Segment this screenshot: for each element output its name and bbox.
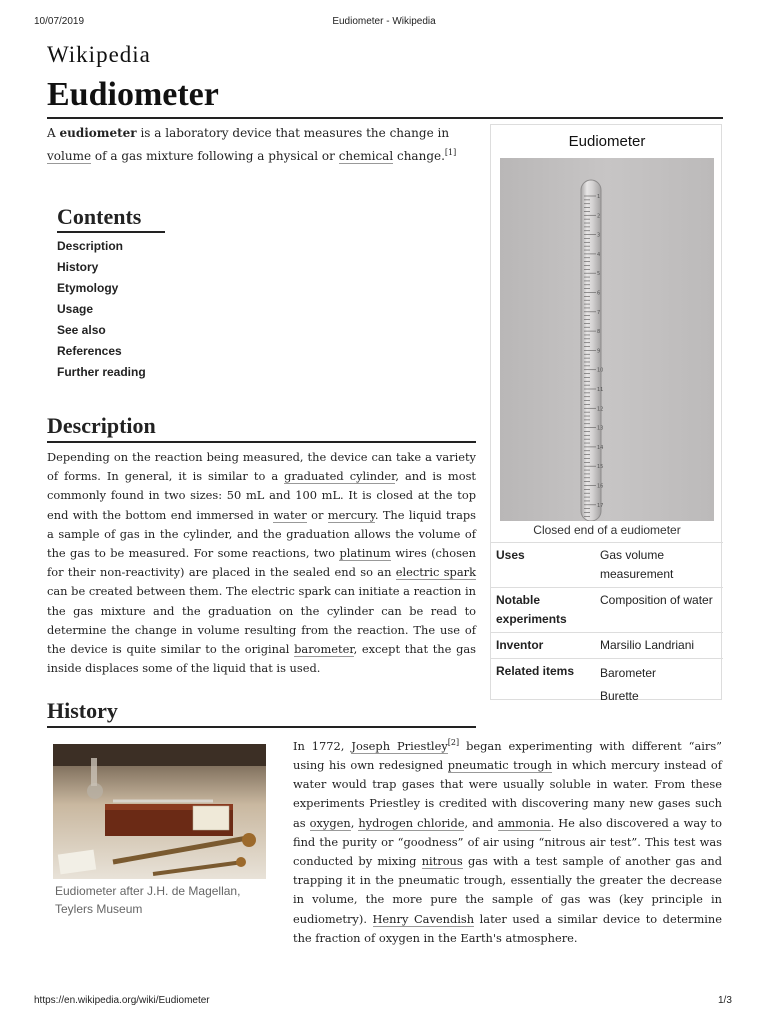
scale-number: 16 bbox=[597, 483, 604, 490]
scale-number: 2 bbox=[597, 213, 601, 220]
infobox-table bbox=[491, 542, 723, 711]
link-henry-cavendish[interactable]: Henry Cavendish bbox=[372, 911, 475, 926]
link-mercury[interactable]: mercury bbox=[327, 507, 375, 522]
toc-item-description[interactable]: Description bbox=[57, 239, 124, 253]
history-paragraph: In 1772, Joseph Priestley[2] began experimenting with different “airs” using his own redesigned pneumatic trough in which mercury instead of water would trap gases that were usually soluble in water. From these experiments Priestley is credited with discovering many new gases such as oxygen, hydrogen chloride, and ammonia. He also discovered a way to find the purity or “goodness” of air using “nitrous air test”. This test was conducted by mixing nitrous gas with a test sample of another gas and trapping it in the pneumatic trough, essentially the greater the decrease in volume, the more pure the sample of gas was (key principle in eudiometry). Henry Cavendish later used a similar device to determine the fraction of oxygen in the Earth's atmosphere. bbox=[293, 738, 722, 945]
infobox-label: Related items bbox=[491, 659, 595, 712]
print-date: 10/07/2019 bbox=[34, 16, 85, 27]
scale-number: 1 bbox=[597, 194, 601, 200]
museum-photo-illustration bbox=[53, 744, 266, 879]
infobox-label: Notable experiments bbox=[491, 588, 595, 633]
infobox-label: Inventor bbox=[491, 633, 595, 659]
scale-number: 8 bbox=[597, 329, 601, 336]
scale-number: 4 bbox=[597, 251, 601, 258]
infobox-label: Uses bbox=[491, 543, 595, 588]
link-nitrous[interactable]: nitrous bbox=[421, 854, 463, 869]
link-volume[interactable]: volume bbox=[47, 149, 92, 163]
scale-number: 3 bbox=[597, 232, 601, 239]
scale-number: 17 bbox=[597, 502, 604, 509]
toc-item-further-reading[interactable]: Further reading bbox=[57, 365, 146, 379]
scale-number: 6 bbox=[597, 290, 601, 297]
link-hydrogen-chloride[interactable]: hydrogen chloride bbox=[358, 815, 465, 830]
scale-number: 13 bbox=[597, 425, 604, 432]
description-heading: Description bbox=[47, 413, 156, 438]
toc-item-etymology[interactable]: Etymology bbox=[57, 281, 119, 295]
link-chemical[interactable]: chemical bbox=[338, 149, 394, 163]
toc-item-usage[interactable]: Usage bbox=[57, 302, 94, 316]
history-heading: History bbox=[47, 698, 118, 723]
print-page-title: Eudiometer - Wikipedia bbox=[332, 16, 436, 27]
contents-divider bbox=[57, 231, 165, 233]
toc-item-see-also[interactable]: See also bbox=[57, 323, 106, 337]
link-electric-spark[interactable]: electric spark bbox=[395, 565, 476, 580]
toc-item-references[interactable]: References bbox=[57, 344, 122, 358]
scale-number: 15 bbox=[597, 464, 604, 471]
scale-number: 5 bbox=[597, 271, 601, 278]
lead-paragraph: A eudiometer is a laboratory device that measures the change in volume of a gas mixture following a physical or chemical change.[1] bbox=[47, 126, 457, 163]
history-divider bbox=[47, 726, 476, 728]
related-item-burette[interactable]: Burette bbox=[600, 689, 639, 703]
link-joseph-priestley[interactable]: Joseph Priestley bbox=[351, 738, 448, 753]
link-platinum[interactable]: platinum bbox=[339, 546, 391, 561]
toc-item-history[interactable]: History bbox=[57, 260, 99, 274]
link-barometer[interactable]: barometer bbox=[294, 642, 354, 657]
eudiometer-photo[interactable] bbox=[500, 158, 714, 521]
footer-url: https://en.wikipedia.org/wiki/Eudiometer bbox=[34, 995, 210, 1006]
lead-bold-term: eudiometer bbox=[59, 126, 137, 140]
link-water[interactable]: water bbox=[273, 507, 307, 522]
scale-number: 11 bbox=[597, 387, 604, 393]
scale-number: 7 bbox=[597, 309, 601, 316]
footer-page-number: 1/3 bbox=[718, 995, 732, 1006]
eudiometer-tube-illustration bbox=[500, 158, 714, 521]
magellan-eudiometer-photo[interactable] bbox=[53, 744, 266, 879]
title-divider bbox=[47, 117, 723, 119]
link-oxygen[interactable]: oxygen bbox=[309, 815, 351, 830]
description-divider bbox=[47, 441, 476, 443]
table-of-contents bbox=[57, 238, 146, 385]
link-ammonia[interactable]: ammonia bbox=[497, 815, 551, 830]
description-paragraph: Depending on the reaction being measured, the device can take a variety of forms. In general, it is similar to a graduated cylinder, and is most commonly found in two sizes: 50 mL and 100 mL. It is closed at the top end with the bottom end immersed in water or mercury. The liquid traps a sample of gas in the cylinder, and the graduation allows the volume of the gas to be measured. For some reactions, two platinum wires (chosen for their non-reactivity) are placed in the sealed end so an electric spark can be created between them. The electric spark can initiate a reaction in the gas mixture and the graduation on the cylinder can be read to determine the change in volume resulting from the reaction. The use of the device is quite similar to the original barometer, except that the gas inside displaces some of the liquid that is used. bbox=[47, 450, 477, 676]
scale-number: 9 bbox=[597, 348, 601, 355]
infobox-row-uses bbox=[491, 543, 723, 588]
infobox-value-list bbox=[595, 659, 723, 712]
page-title: Eudiometer bbox=[47, 76, 219, 113]
infobox-row-related-items bbox=[491, 659, 723, 712]
infobox-title: Eudiometer bbox=[568, 133, 646, 150]
link-pneumatic-trough[interactable]: pneumatic trough bbox=[447, 758, 553, 772]
related-item-barometer[interactable]: Barometer bbox=[600, 666, 657, 680]
scale-number: 14 bbox=[597, 444, 604, 451]
scale-number: 12 bbox=[597, 406, 604, 413]
history-figure-caption: Eudiometer after J.H. de Magellan, Teylers Museum bbox=[55, 884, 241, 916]
infobox-row-inventor bbox=[491, 633, 723, 659]
infobox-caption: Closed end of a eudiometer bbox=[533, 523, 681, 537]
scale-number: 10 bbox=[597, 367, 604, 374]
infobox-row-notable-experiments bbox=[491, 588, 723, 633]
wikipedia-logo[interactable]: Wikipedia bbox=[47, 42, 151, 67]
infobox-value-link[interactable]: Marsilio Landriani bbox=[595, 633, 723, 659]
infobox-value: Gas volume measurement bbox=[595, 543, 723, 588]
contents-title: Contents bbox=[57, 204, 142, 229]
ref-2[interactable]: [2] bbox=[447, 738, 460, 747]
infobox-value-link[interactable]: Composition of water bbox=[595, 588, 723, 633]
ref-1[interactable]: [1] bbox=[444, 148, 457, 157]
link-graduated-cylinder[interactable]: graduated cylinder bbox=[284, 469, 396, 484]
infobox bbox=[490, 124, 722, 703]
